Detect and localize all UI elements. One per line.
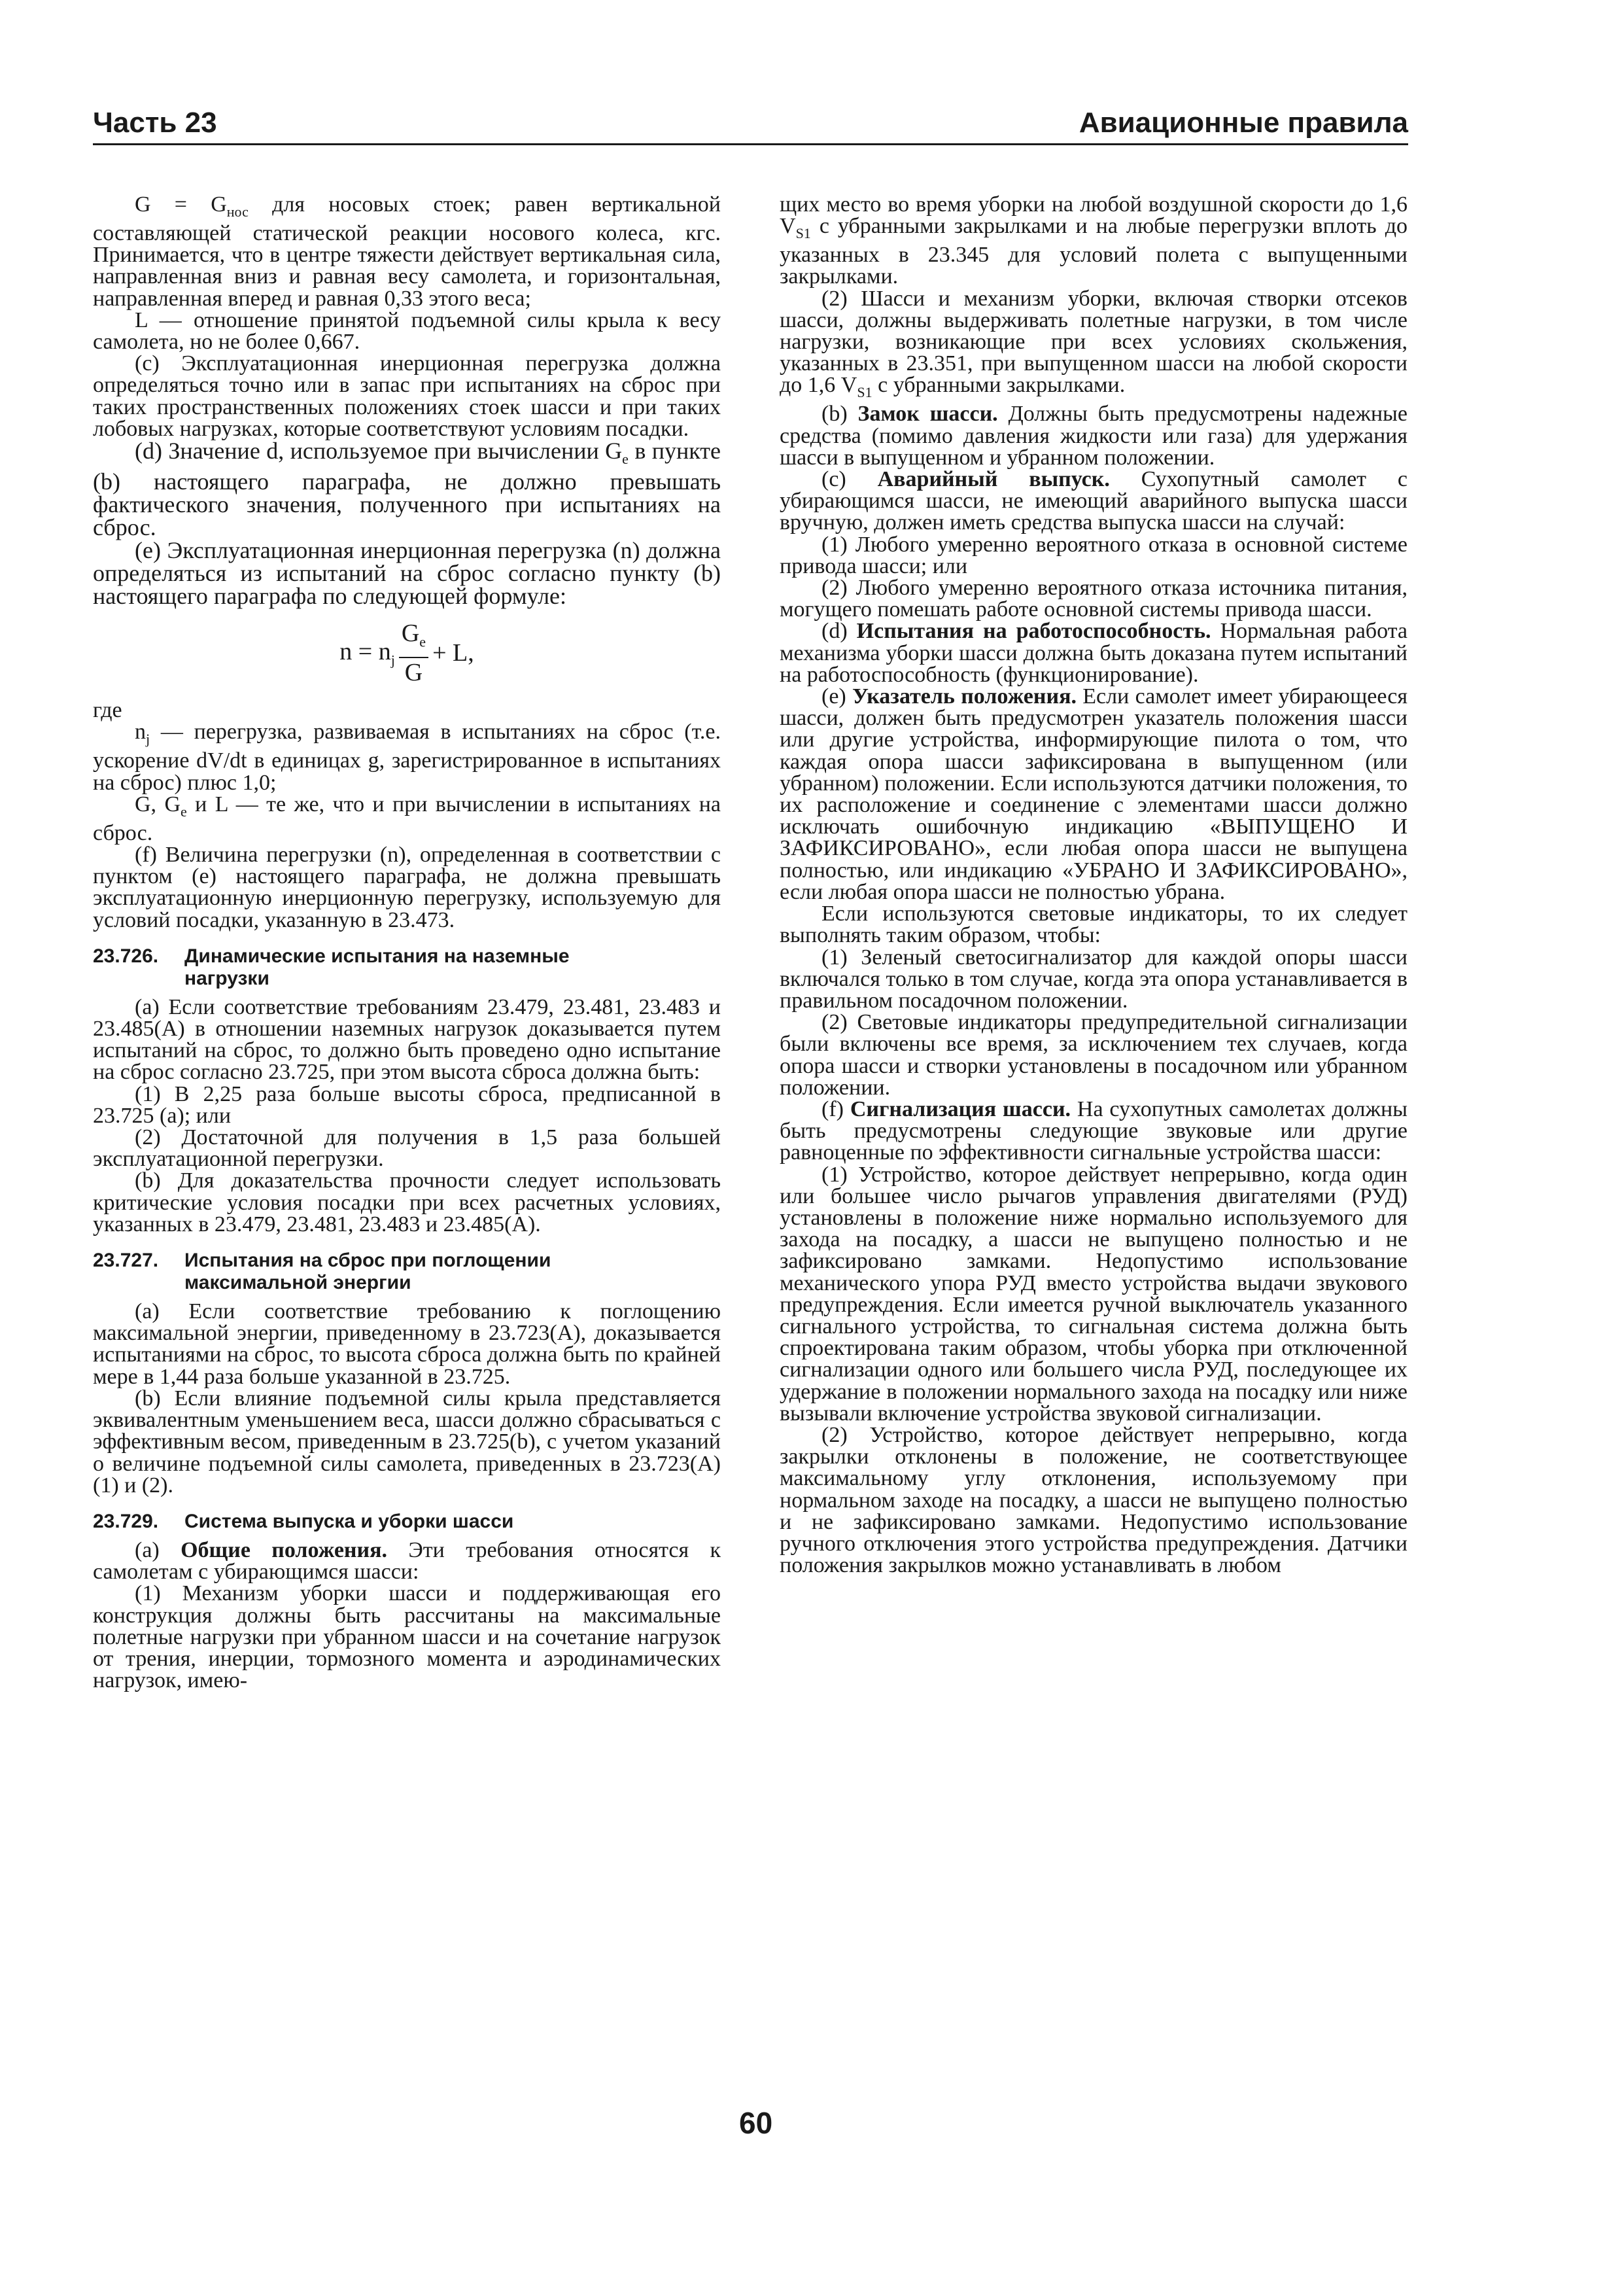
paragraph: (d) Испытания на работоспособность. Нормальная работа механизма уборки шасси должна быть доказана путем испытаний на работоспособность (функционирование). <box>780 619 1408 687</box>
page-header-left: Часть 23 <box>93 107 217 139</box>
paragraph: (1) Устройство, которое действует непрерывно, когда один или большее число рычагов управления двигателями (РУД) установлены в положение ниже нормально используемого для захода на посадку, а шасси не выпущено полностью и не зафиксировано замками. Недопустимо использование механического упора РУД вместо устройства выдачи звукового предупреждения. Если имеется ручной выключатель указанного сигнального устройства, то сигнальная система должна быть спроектирована таким образом, чтобы уборка при отключенной сигнализации одного или большего числа РУД, последующее их удержание в положении нормального захода на посадку или ниже вызывали включение устройства звуковой сигнализации. <box>780 1162 1408 1426</box>
paragraph: (b) Если влияние подъемной силы крыла представляется эквивалентным уменьшением веса, шасси должно сбрасываться с эффективным весом, приведенным в 23.725(b), с учетом указаний о величине подъемной силы самолета, приведенных в 23.723(A)(1) и (2). <box>93 1386 721 1498</box>
paragraph: где <box>93 698 122 723</box>
paragraph: (a) Если соответствие требованиям 23.479, 23.481, 23.483 и 23.485(A) в отношении наземных нагрузок доказывается путем испытаний на сброс, то должно быть проведено одно испытание на сброс согласно 23.725, при этом высота сброса должна быть: <box>93 994 721 1085</box>
paragraph: (b) Замок шасси. Должны быть предусмотрены надежные средства (помимо давления жидкости или газа) для удержания шасси в выпущенном и убранном положении. <box>780 402 1408 470</box>
paragraph: (2) Световые индикаторы предупредительной сигнализации были включены все время, за исключением тех случаев, когда опора шасси и створки установлены в посадочном или убранном положении. <box>780 1010 1408 1100</box>
right-column <box>780 194 1408 1576</box>
paragraph: G, $G_e$ и L — те же, что и при вычислении в испытаниях на сброс. <box>93 792 721 845</box>
formula-fraction: $\frac{G_e}{G}$ <box>399 619 428 687</box>
load-factor-formula <box>93 610 721 695</box>
paragraph: (2) Достаточной для получения в 1,5 раза большей эксплуатационной перегрузки. <box>93 1125 721 1172</box>
paragraph: (1) В 2,25 раза больше высоты сброса, предписанной в 23.725 (a); или <box>93 1081 721 1128</box>
paragraph: (c) Аварийный выпуск. Сухопутный самолет с убирающимся шасси, не имеющий аварийного выпуска шасси вручную, должен иметь средства выпуска шасси на случай: <box>780 467 1408 535</box>
formula-lhs: $n = n_j$ <box>339 637 395 669</box>
paragraph: щих место во время уборки на любой воздушной скорости до 1,6 $V_{S1}$ с убранными закрылками и на любые перегрузки вплоть до указанных в 23.345 для условий полета с выпущенными закрылками. <box>780 192 1408 289</box>
paragraph: (f) Величина перегрузки (n), определенная в соответствии с пунктом (e) настоящего параграфа, не должна превышать эксплуатационную инерционную перегрузку, используемую для условий посадки, указанную в 23.473. <box>93 843 721 932</box>
paragraph: (1) Механизм уборки шасси и поддерживающая его конструкция должны быть рассчитаны на максимальные полетные нагрузки при убранном шасси и на сочетание нагрузок от трения, инерции, тормозного момента и аэродинамических нагрузок, имею- <box>93 1581 721 1693</box>
left-column <box>93 194 721 1691</box>
page-header-right: Авиационные правила <box>1079 107 1408 139</box>
paragraph: (d) Значение d, используемое при вычислении $G_e$ в пункте (b) настоящего параграфа, не должно превышать фактического значения, полученного при испытаниях на сброс. <box>93 438 721 541</box>
paragraph: (2) Любого умеренно вероятного отказа источника питания, могущего помешать работе основной системы привода шасси. <box>780 576 1408 622</box>
header-rule <box>93 143 1408 145</box>
paragraph: L — отношение принятой подъемной силы крыла к весу самолета, но не более 0,667. <box>93 307 721 355</box>
paragraph: (e) Указатель положения. Если самолет имеет убирающееся шасси, должен быть предусмотрен указатель положения шасси или другие устройства, информирующие пилота о том, что каждая опора шасси зафиксирована в выпущенном (или убранном) положении. Если используются датчики положения, то их расположение и соединение с элементами шасси должно исключать ошибочную индикацию «ВЫПУЩЕНО И ЗАФИКСИРОВАНО», если любая опора шасси не выпущена полностью, или индикацию «УБРАНО И ЗАФИКСИРОВАНО», если любая опора шасси не полностью убрана. <box>780 684 1408 904</box>
paragraph: (b) Для доказательства прочности следует использовать критические условия посадки при всех расчетных условиях, указанных в 23.479, 23.481, 23.483 и 23.485(A). <box>93 1168 721 1236</box>
paragraph: (1) Любого умеренно вероятного отказа в основной системе привода шасси; или <box>780 532 1408 578</box>
paragraph: (2) Устройство, которое действует непрерывно, когда закрылки отклонены в положение, не соответствующее максимальному углу отклонения, используемому при нормальном заходе на посадку, а шасси не выпущено полностью и не зафиксировано замками. Недопустимо использование ручного отключения этого устройства предупреждения. Датчики положения закрылков можно устанавливать в любом <box>780 1422 1408 1578</box>
paragraph: (1) Зеленый светосигнализатор для каждой опоры шасси включался только в том случае, когда эта опора устанавливается в правильном посадочном положении. <box>780 945 1408 1013</box>
paragraph: (e) Эксплуатационная инерционная перегрузка (n) должна определяться из испытаний на сброс согласно пункту (b) настоящего параграфа по следующей формуле: <box>93 537 721 610</box>
section-heading-23-727: 23.727. Испытания на сброс при поглощении максимальной энергии <box>93 1250 551 1294</box>
section-heading-23-726: 23.726. Динамические испытания на наземные нагрузки <box>93 945 570 989</box>
paragraph: $G = G_{нос}$ для носовых стоек; равен вертикальной составляющей статической реакции носового колеса, кгс. Принимается, что в центре тяжести действует вертикальная сила, направленная вниз и равная весу самолета, и горизонтальная, направленная вперед и равная 0,33 этого веса; <box>93 192 721 311</box>
paragraph: (a) Общие положения. Эти требования относятся к самолетам с убирающимся шасси: <box>93 1537 721 1585</box>
paragraph: (a) Если соответствие требованию к поглощению максимальной энергии, приведенному в 23.723(A), доказывается испытаниями на сброс, то высота сброса должна быть по крайней мере в 1,44 раза больше указанной в 23.725. <box>93 1299 721 1389</box>
formula-rhs: + L, <box>432 639 474 667</box>
paragraph: (c) Эксплуатационная инерционная перегрузка должна определяться точно или в запас при испытаниях на сброс при таких пространственных положениях стоек шасси и при таких лобовых нагрузках, которые соответствуют условиям посадки. <box>93 351 721 441</box>
paragraph: Если используются световые индикаторы, то их следует выполнять таким образом, чтобы: <box>780 902 1408 948</box>
paragraph: (f) Сигнализация шасси. На сухопутных самолетах должны быть предусмотрены следующие звуковые или другие равноценные по эффективности сигнальные устройства шасси: <box>780 1096 1408 1165</box>
section-heading-23-729: 23.729. Система выпуска и уборки шасси <box>93 1510 514 1532</box>
paragraph: $n_j$ — перегрузка, развиваемая в испытаниях на сброс (т.е. ускорение dV/dt в единицах g, зарегистрированное в испытаниях на сброс) плюс 1,0; <box>93 720 721 795</box>
page-number: 60 <box>739 2106 773 2140</box>
paragraph: (2) Шасси и механизм уборки, включая створки отсеков шасси, должны выдерживать полетные нагрузки, в том числе нагрузки, возникающие при всех условиях скольжения, указанных в 23.351, при выпущенном шасси на любой скорости до 1,6 $V_{S1}$ с убранными закрылками. <box>780 286 1408 401</box>
